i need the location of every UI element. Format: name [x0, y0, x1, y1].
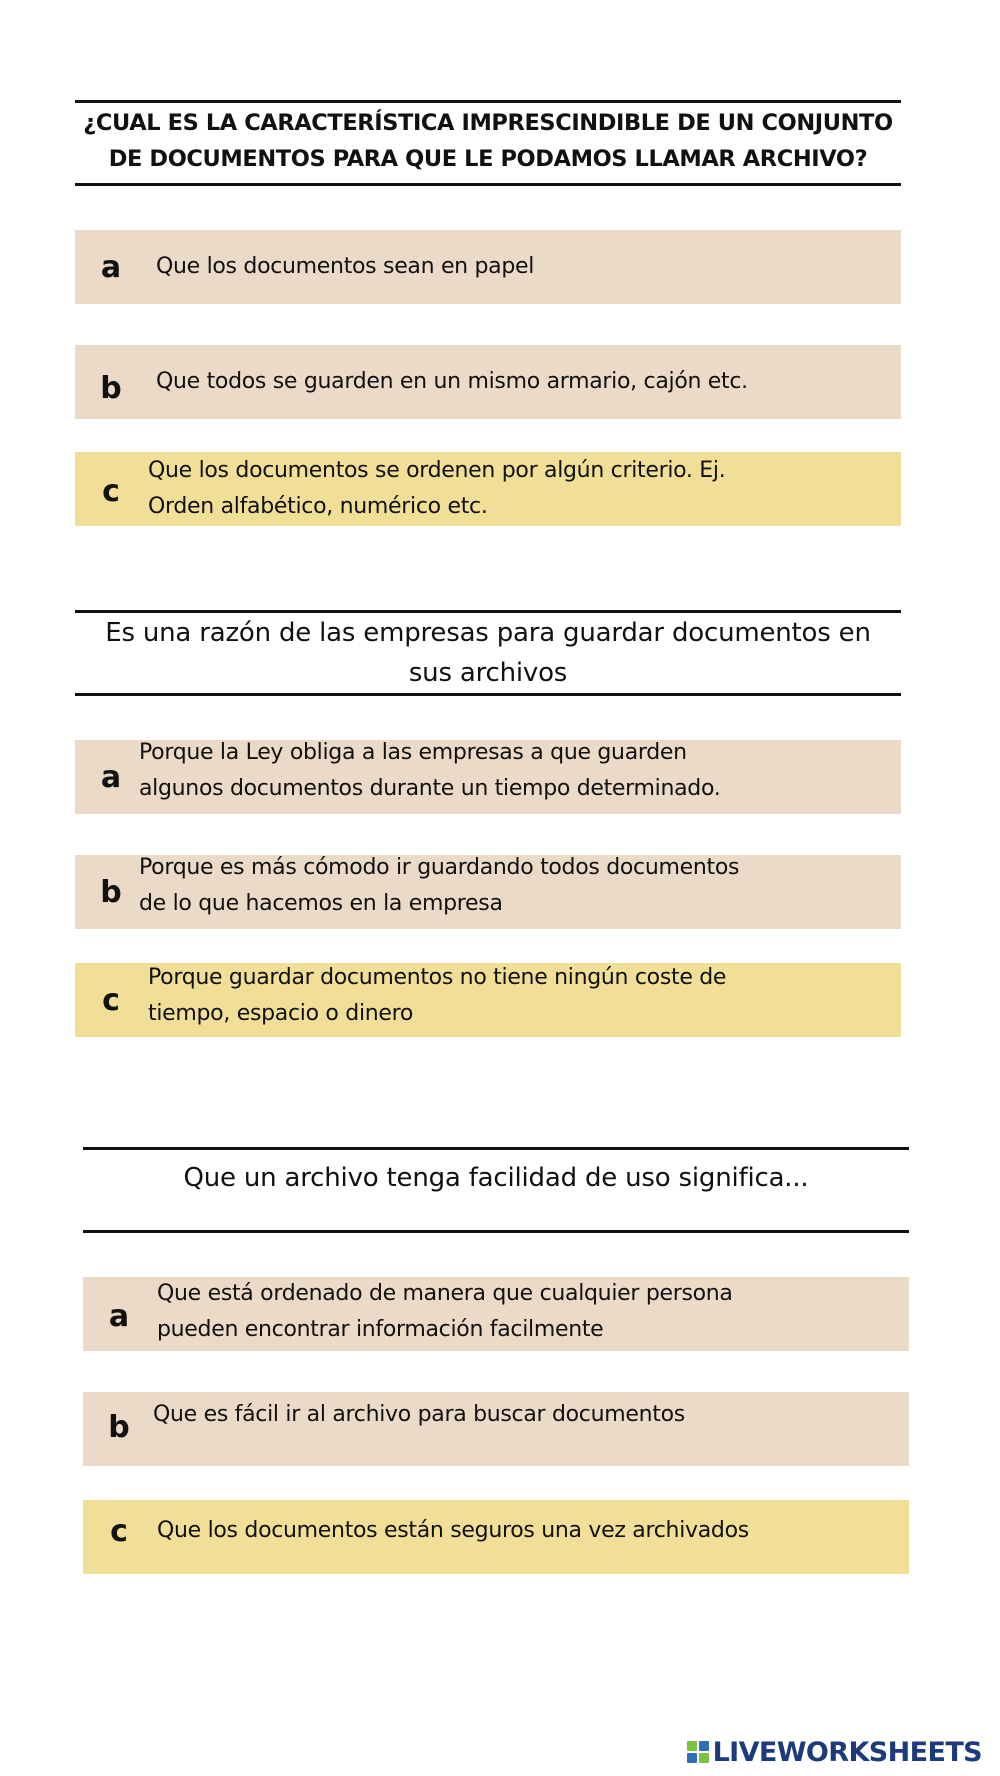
option-letter: a: [100, 759, 122, 795]
option-text-line: Que los documentos sean en papel: [156, 254, 535, 279]
q3-option-c[interactable]: [83, 1500, 909, 1574]
logo-square-icon: [699, 1741, 709, 1751]
q2-option-a[interactable]: [75, 740, 901, 814]
question-1-line-2: DE DOCUMENTOS PARA QUE LE PODAMOS LLAMAR ARCHIVO?: [108, 146, 868, 172]
question-3-line-1: Que un archivo tenga facilidad de uso significa...: [183, 1163, 809, 1193]
option-text-line: Que todos se guarden en un mismo armario, cajón etc.: [156, 369, 748, 394]
option-text-line: Orden alfabético, numérico etc.: [148, 494, 488, 519]
liveworksheets-logo[interactable]: [687, 1734, 982, 1770]
option-text-line: Que está ordenado de manera que cualquier persona: [157, 1281, 733, 1306]
logo-square-icon: [687, 1753, 697, 1763]
option-letter: c: [102, 982, 120, 1018]
q1-option-b[interactable]: [75, 345, 901, 419]
option-text: [148, 452, 725, 526]
option-text: [156, 230, 534, 304]
question-3-title: [83, 1150, 909, 1206]
option-text-line: tiempo, espacio o dinero: [148, 1001, 414, 1026]
option-text: [157, 1494, 749, 1568]
option-letter: c: [110, 1513, 128, 1549]
logo-icon: [687, 1741, 709, 1763]
option-letter: b: [100, 874, 122, 910]
question-2-line-2: sus archivos: [408, 658, 568, 688]
logo-square-icon: [687, 1741, 697, 1751]
logo-text: LIVEWORKSHEETS: [712, 1736, 982, 1768]
option-text: [148, 959, 726, 1033]
option-text-line: Que los documentos se ordenen por algún criterio. Ej.: [148, 458, 726, 483]
q3-option-b[interactable]: [83, 1392, 909, 1466]
question-2-title: [65, 612, 911, 694]
option-text-line: pueden encontrar información facilmente: [157, 1317, 604, 1342]
question-1-title: [75, 100, 901, 182]
logo-square-icon: [699, 1753, 709, 1763]
q3-option-a[interactable]: [83, 1277, 909, 1351]
option-letter: c: [102, 473, 120, 509]
q2-option-c[interactable]: [75, 963, 901, 1037]
option-letter: a: [108, 1298, 130, 1334]
option-text: [139, 849, 739, 923]
option-text-line: Porque es más cómodo ir guardando todos documentos: [139, 855, 740, 880]
option-text-line: Porque guardar documentos no tiene ningún coste de: [148, 965, 727, 990]
question-1-line-1: ¿CUAL ES LA CARACTERÍSTICA IMPRESCINDIBLE DE UN CONJUNTO: [83, 110, 893, 136]
q1-option-c[interactable]: [75, 452, 901, 526]
option-letter: a: [100, 249, 122, 285]
option-text-line: de lo que hacemos en la empresa: [139, 891, 503, 916]
option-text: [156, 345, 748, 419]
option-text-line: Que los documentos están seguros una vez archivados: [157, 1518, 749, 1543]
option-text: [157, 1275, 733, 1349]
option-text: [139, 734, 720, 808]
option-text-line: algunos documentos durante un tiempo determinado.: [139, 776, 721, 801]
q3-bottom-rule: [83, 1230, 909, 1233]
q2-option-b[interactable]: [75, 855, 901, 929]
option-text-line: Porque la Ley obliga a las empresas a que guarden: [139, 740, 687, 765]
question-2-line-1: Es una razón de las empresas para guardar documentos en: [105, 618, 871, 648]
q1-bottom-rule: [75, 183, 901, 186]
option-letter: b: [108, 1409, 130, 1445]
option-letter: b: [100, 370, 122, 406]
q1-option-a[interactable]: [75, 230, 901, 304]
option-text-line: Que es fácil ir al archivo para buscar documentos: [153, 1402, 685, 1427]
option-text: [153, 1378, 685, 1452]
q2-bottom-rule: [75, 693, 901, 696]
